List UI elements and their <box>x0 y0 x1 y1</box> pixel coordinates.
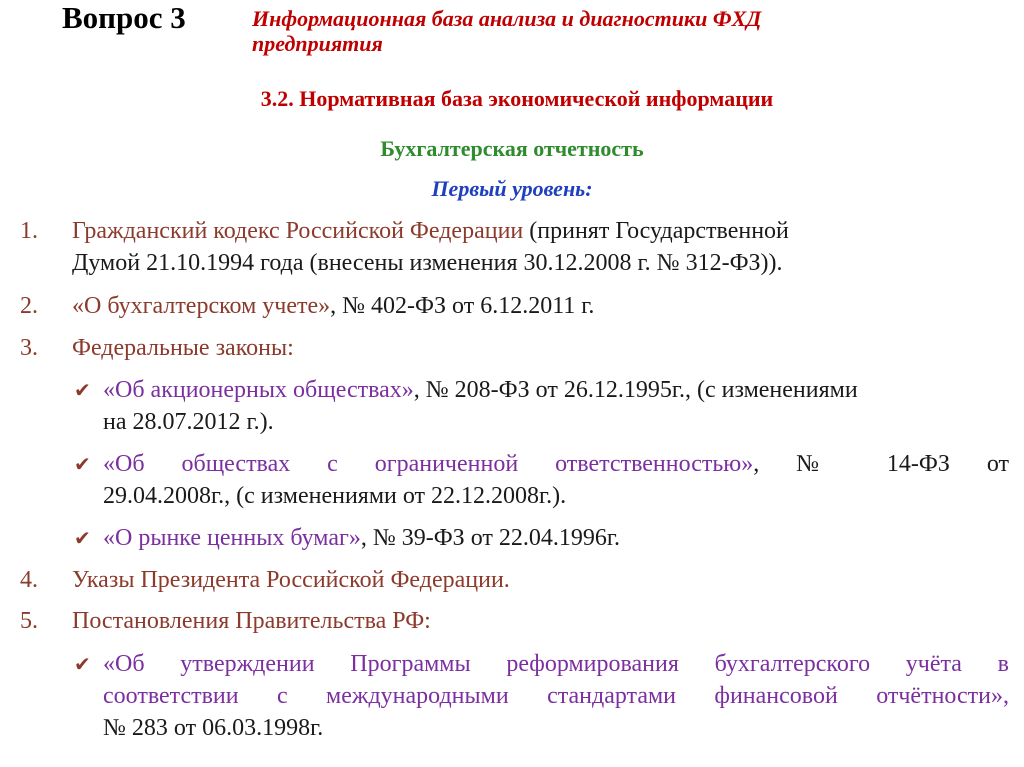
law-title: «Об акционерных обществах» <box>103 377 414 403</box>
federal-laws-label: Федеральные законы: <box>72 335 294 361</box>
checkmark-icon: ✔ <box>74 378 91 402</box>
item-number: 2. <box>20 293 38 319</box>
checkmark-icon: ✔ <box>74 452 91 476</box>
civil-code-title: Гражданский кодекс Российской Федерации <box>72 218 524 244</box>
resolution-text <box>103 648 1009 744</box>
accounting-heading: Бухгалтерская отчетность <box>380 136 644 161</box>
law-text <box>103 448 1009 512</box>
item-text <box>72 215 1002 279</box>
law-title: «О рынке ценных бумаг» <box>103 525 361 551</box>
question-subtitle-line1: Информационная база анализа и диагностики ФХД <box>252 6 762 31</box>
law-text <box>103 522 1009 554</box>
resolutions-label: Постановления Правительства РФ: <box>72 608 431 634</box>
resolution-line2: соответствии с международными стандартами финансовой отчётности», <box>103 683 1009 709</box>
level-heading: Первый уровень: <box>431 176 593 201</box>
section-heading: 3.2. Нормативная база экономической информации <box>260 86 774 111</box>
law-ref-cont: на 28.07.2012 г.). <box>103 409 274 435</box>
question-title: Вопрос 3 <box>62 0 186 35</box>
item-number: 5. <box>20 608 38 634</box>
checkmark-icon: ✔ <box>74 526 91 550</box>
law-text <box>103 374 1009 438</box>
resolution-line3: № 283 от 06.03.1998г. <box>103 715 324 741</box>
item-number: 4. <box>20 567 38 593</box>
civil-code-note: (принят Государственной <box>523 218 789 244</box>
question-subtitle-line2: предприятия <box>252 31 383 56</box>
law-ref-cont: 29.04.2008г., (с изменениями от 22.12.2008г.). <box>103 483 567 509</box>
question-subtitle <box>252 6 952 56</box>
accounting-law-title: «О бухгалтерском учете» <box>72 293 331 319</box>
item-text <box>72 605 1002 637</box>
item-number: 1. <box>20 218 38 244</box>
item-text <box>72 290 1002 322</box>
law-ref: , № 208-ФЗ от 26.12.1995г., (с изменениями <box>413 377 858 403</box>
civil-code-note-cont: Думой 21.10.1994 года (внесены изменения 30.12.2008 г. № 312-ФЗ)). <box>72 250 783 276</box>
item-text <box>72 332 1002 364</box>
accounting-law-ref: , № 402-ФЗ от 6.12.2011 г. <box>330 293 595 319</box>
resolution-line1: «Об утверждении Программы реформирования бухгалтерского учёта в <box>103 651 1009 677</box>
law-ref: , № 14-ФЗ от <box>753 451 1010 477</box>
item-number: 3. <box>20 335 38 361</box>
law-ref: , № 39-ФЗ от 22.04.1996г. <box>360 525 621 551</box>
checkmark-icon: ✔ <box>74 652 91 676</box>
item-text <box>72 564 1002 596</box>
law-line1 <box>103 448 1009 480</box>
decrees-label: Указы Президента Российской Федерации. <box>72 567 510 593</box>
law-title: «Об обществах с ограниченной ответственностью» <box>103 451 754 477</box>
